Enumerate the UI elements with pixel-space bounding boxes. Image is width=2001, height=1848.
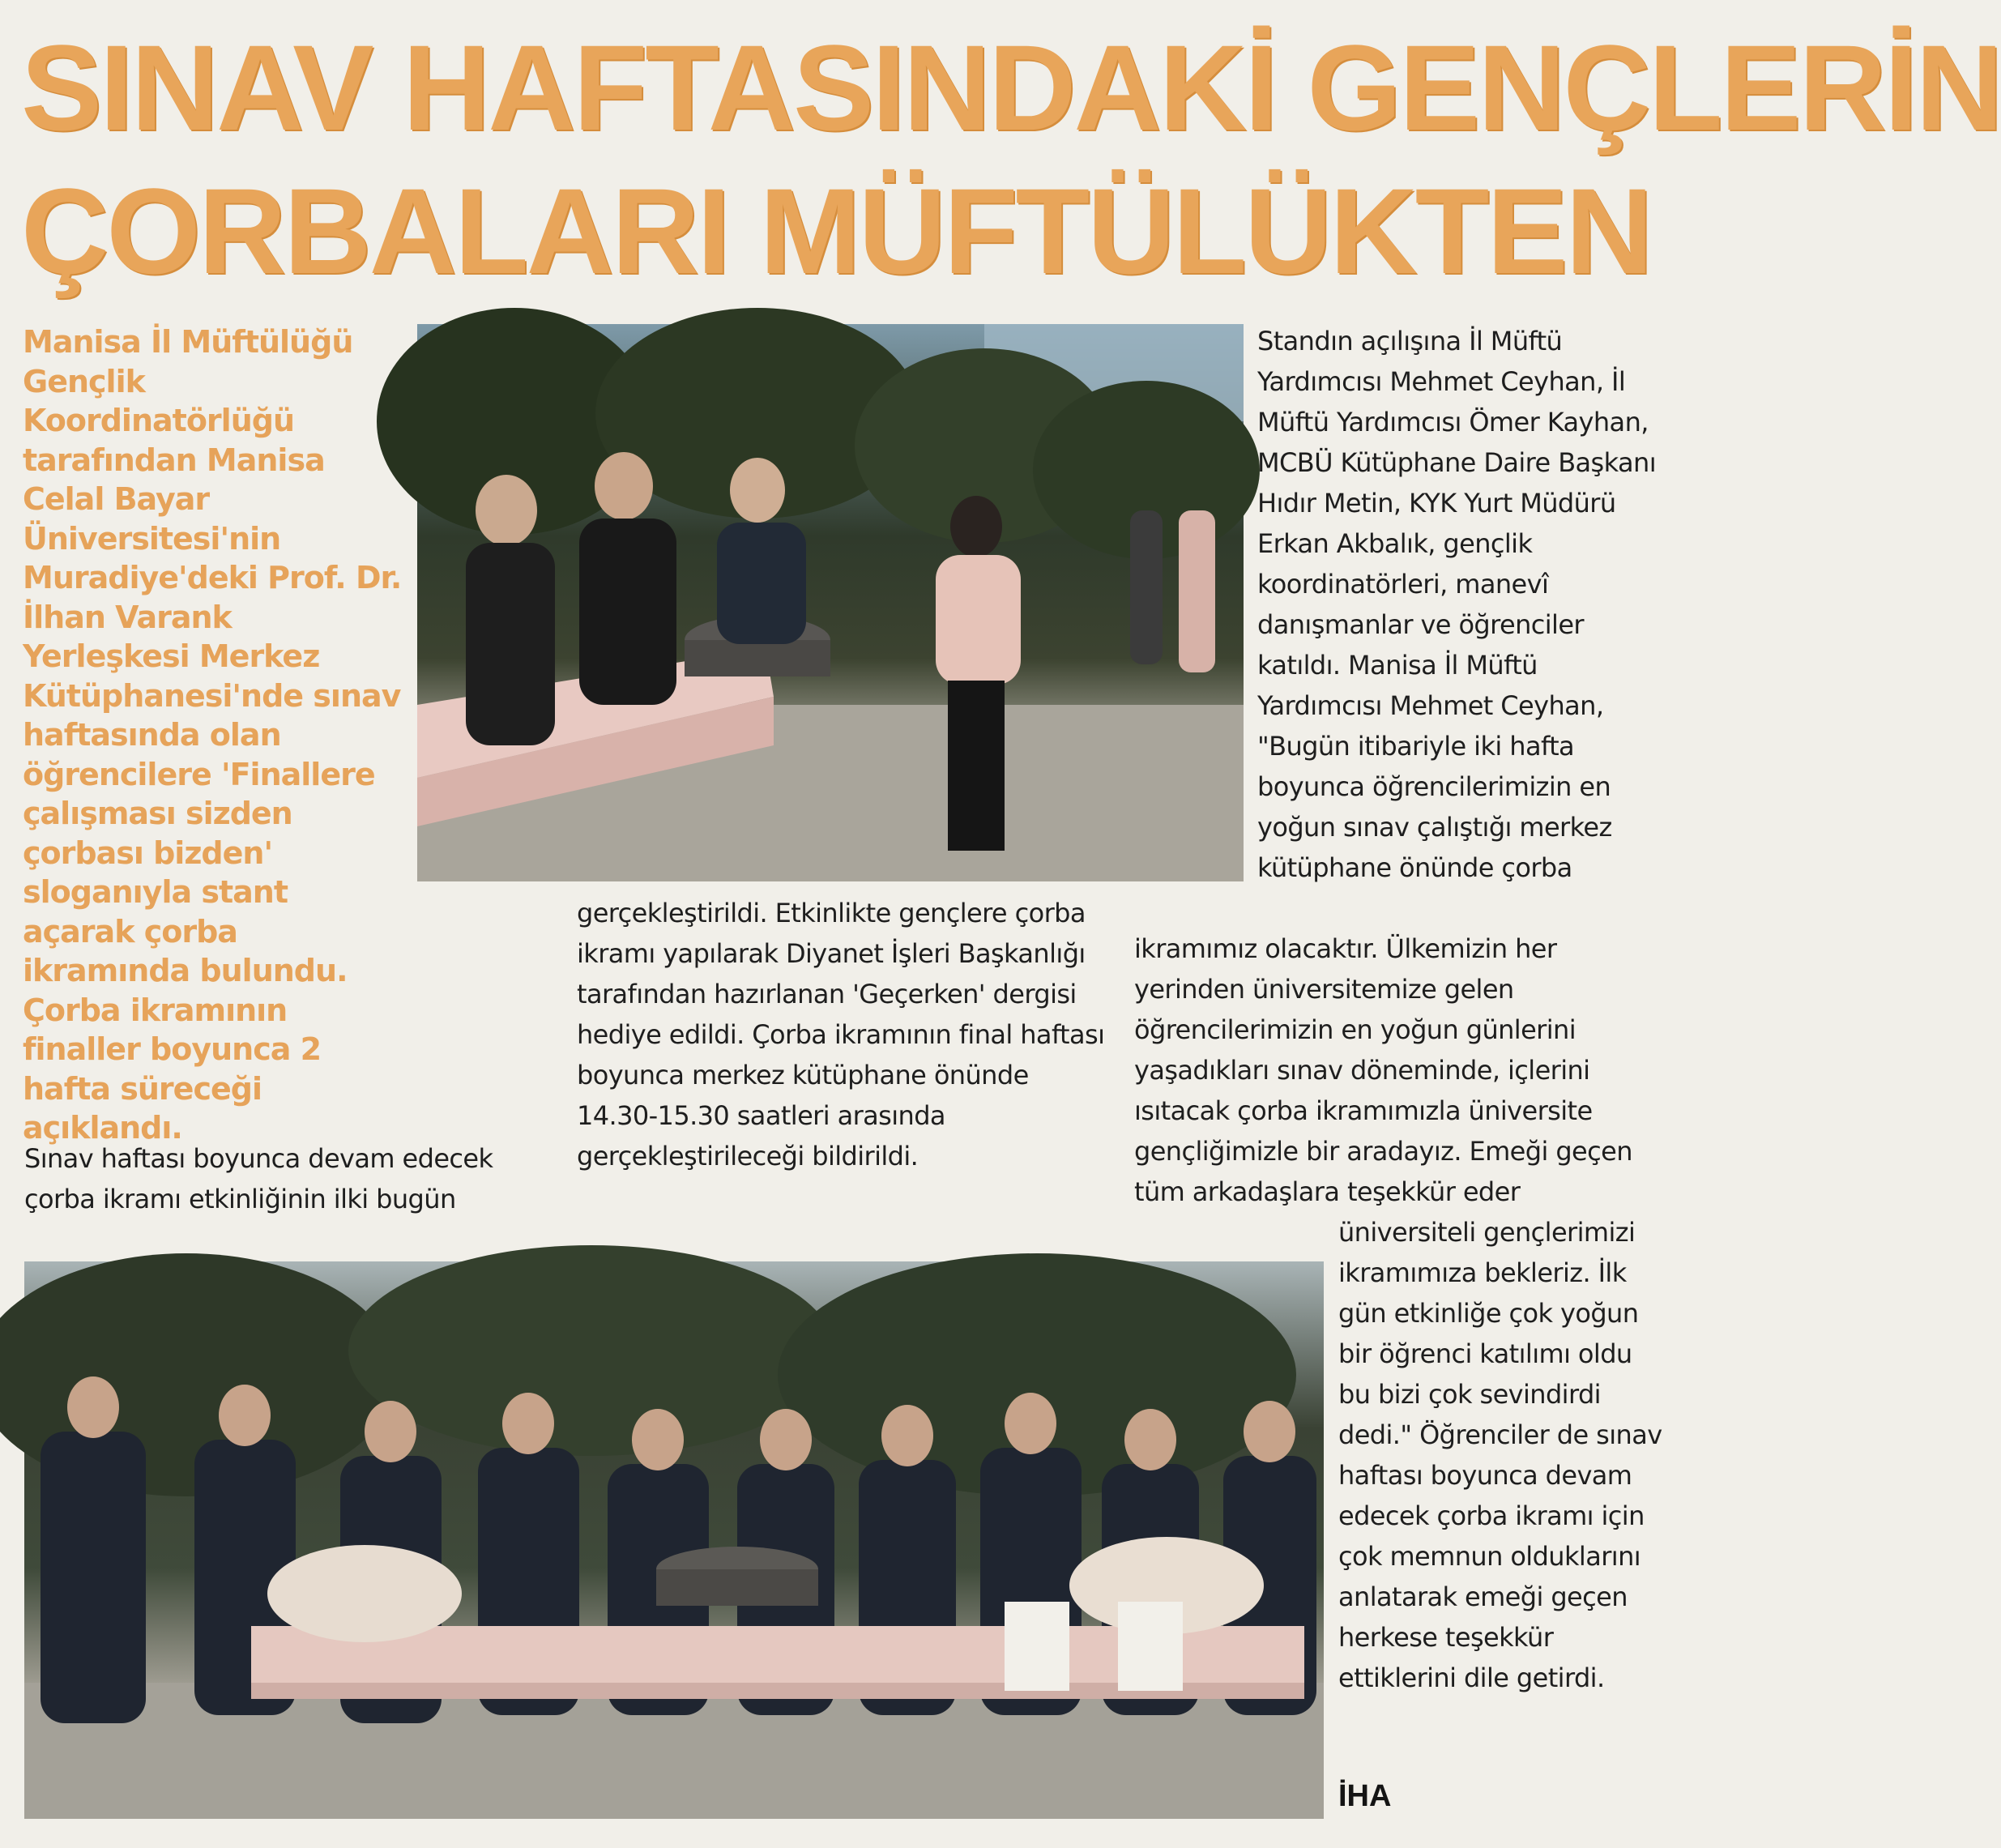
body-paragraph-right-1: Standın açılışına İl Müftü Yardımcısı Mehmet Ceyhan, İl Müftü Yardımcısı Ömer Kayhan, MCBÜ Kütüphane Daire Başkanı Hıdır Metin, KYK Yurt Müdürü Erkan Akbalık, gençlik koordinatörleri, manevî danışmanlar ve öğrenciler katıldı. Manisa İl Müftü Yardımcısı Mehmet Ceyhan, "Bugün itibariyle iki hafta boyunca öğrencilerimizin en yoğun sınav çalıştığı merkez kütüphane önünde çorba: [1257, 326, 1656, 883]
body-paragraph-left: Sınav haftası boyunca devam edecek çorba ikramı etkinliğinin ilki bugün: [24, 1143, 493, 1214]
photo-soup-serving: [417, 324, 1244, 881]
news-agency-credit: İHA: [1338, 1779, 1392, 1813]
headline-line-1: SINAV HAFTASINDAKİ GENÇLERİN: [21, 19, 2001, 156]
body-paragraph-right-3: üniversiteli gençlerimizi ikramımıza bekleriz. İlk gün etkinliğe çok yoğun bir öğrenci katılımı oldu bu bizi çok sevindirdi dedi." Öğrenciler de sınav haftası boyunca devam edecek çorba ikramı için çok memnun olduklarını anlatarak emeği geçen herkese teşekkür ettiklerini dile getirdi.: [1338, 1217, 1662, 1693]
body-paragraph-middle: gerçekleştirildi. Etkinlikte gençlere çorba ikramı yapılarak Diyanet İşleri Başkanlığı tarafından hazırlanan 'Geçerken' dergisi hediye edildi. Çorba ikramının final haftası boyunca merkez kütüphane önünde 14.30-15.30 saatleri arasında gerçekleştirileceği bildirildi.: [577, 898, 1105, 1172]
lead-paragraph: Manisa İl Müftülüğü Gençlik Koordinatörlüğü tarafından Manisa Celal Bayar Üniversitesi'nin Muradiye'deki Prof. Dr. İlhan Varank Yerleşkesi Merkez Kütüphanesi'nde sınav haftasında olan öğrencilere 'Finallere çalışması sizden çorbası bizden' sloganıyla stant açarak çorba ikramında bulundu. Çorba ikramının finaller boyunca 2 hafta süreceği açıklandı.: [23, 324, 402, 1146]
body-paragraph-right-2: ikramımız olacaktır. Ülkemizin her yerinden üniversitemize gelen öğrencilerimizin en yoğun günlerini yaşadıkları sınav döneminde, içlerini ısıtacak çorba ikramımızla üniversite gençliğimizle bir aradayız. Emeği geçen tüm arkadaşlara teşekkür eder: [1134, 933, 1632, 1207]
headline-line-2: ÇORBALARI MÜFTÜLÜKTEN: [21, 163, 1651, 299]
photo-group-at-stand: [24, 1261, 1324, 1819]
